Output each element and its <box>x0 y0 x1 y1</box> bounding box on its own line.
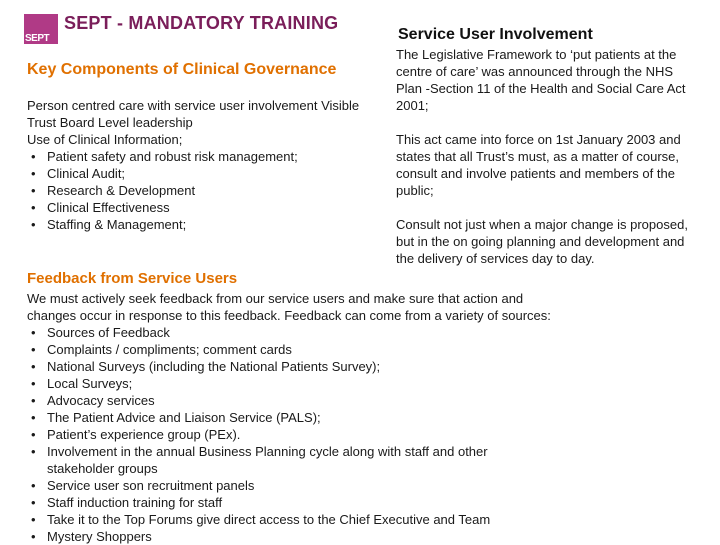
clinical-governance-list <box>27 97 359 233</box>
sept-logo <box>24 14 58 44</box>
feedback-heading: Feedback from Service Users <box>27 270 238 287</box>
list-item: • National Surveys (including the National Patients Survey); <box>31 359 381 374</box>
service-user-involvement-text <box>396 46 716 267</box>
list-item: • Mystery Shoppers <box>31 529 152 544</box>
paragraph: This act came into force on 1st January 2003 and states that all Trust’s must, as a matter of course, consult and involve patients and members of the public; <box>396 132 681 198</box>
clinical-governance-heading: Key Components of Clinical Governance <box>27 61 337 78</box>
intro-line: We must actively seek feedback from our service users and make sure that action and <box>27 291 524 306</box>
logo-text: SEPT <box>25 33 50 44</box>
paragraph: The Legislative Framework to ‘put patients at the centre of care’ was announced through the NHS Plan -Section 11 of the Health and Social Care Act 2001; <box>396 47 686 113</box>
list-item: • Involvement in the annual Business Planning cycle along with staff and other stakeholder groups <box>31 444 488 476</box>
intro-line: changes occur in response to this feedback. Feedback can come from a variety of sources: <box>27 308 551 323</box>
list-item: • Complaints / compliments; comment cards <box>31 342 292 357</box>
list-item: • Clinical Effectiveness <box>31 200 170 215</box>
list-item: • The Patient Advice and Liaison Service (PALS); <box>31 410 321 425</box>
list-item: • Patient’s experience group (PEx). <box>31 427 241 442</box>
list-line: Use of Clinical Information; <box>27 132 183 147</box>
list-item: • Clinical Audit; <box>31 166 126 181</box>
list-line: Person centred care with service user involvement Visible <box>27 98 360 113</box>
list-item: • Research & Development <box>31 183 196 198</box>
list-item: • Staffing & Management; <box>31 217 187 232</box>
list-item: • Patient safety and robust risk management; <box>31 149 298 164</box>
list-item: • Take it to the Top Forums give direct access to the Chief Executive and Team <box>31 512 491 527</box>
list-item: • Service user son recruitment panels <box>31 478 255 493</box>
paragraph: Consult not just when a major change is proposed, but in the on going planning and development and the delivery of services day to day. <box>396 217 688 266</box>
feedback-text <box>27 290 551 545</box>
list-item: • Sources of Feedback <box>31 325 170 340</box>
service-user-involvement-heading: Service User Involvement <box>398 26 593 43</box>
list-item: • Staff induction training for staff <box>31 495 223 510</box>
page-title: SEPT - MANDATORY TRAINING <box>64 13 339 33</box>
list-line: Trust Board Level leadership <box>27 115 193 130</box>
list-item: • Advocacy services <box>31 393 155 408</box>
list-item: • Local Surveys; <box>31 376 133 391</box>
